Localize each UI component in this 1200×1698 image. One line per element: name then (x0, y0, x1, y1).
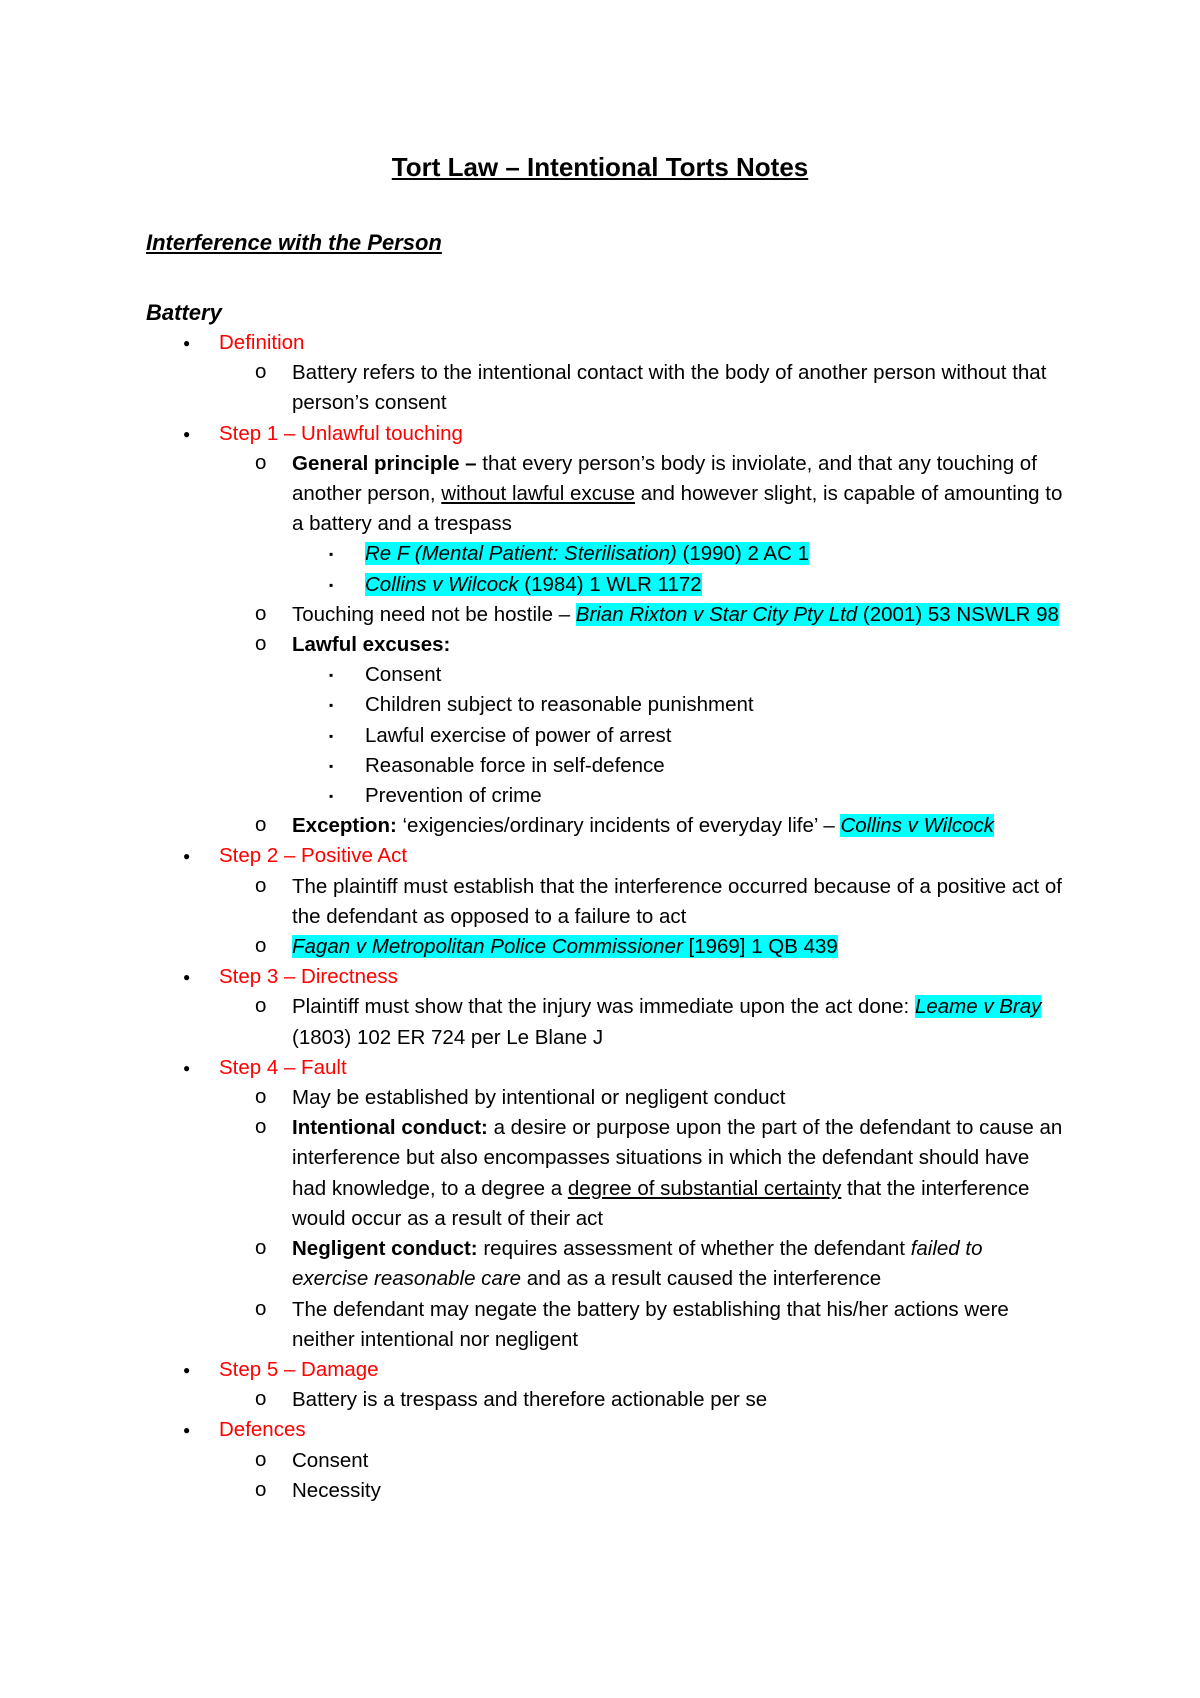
square-bullet-icon: ▪ (329, 758, 334, 773)
case-citation (365, 570, 1065, 600)
list-item (0, 570, 1200, 600)
square-bullet-icon: ▪ (329, 547, 334, 562)
list-item-defences (0, 1415, 1200, 1445)
list-item (0, 358, 1200, 418)
step3-body: Plaintiff must show that the injury was immediate upon the act done: (292, 995, 915, 1019)
list-item (0, 1083, 1200, 1113)
defence-item: Consent (292, 1448, 369, 1472)
case-name: Brian Rixton v Star City Pty Ltd (575, 602, 858, 626)
step4-item1: May be established by intentional or negligent conduct (292, 1086, 786, 1110)
bold-label: Exception: (292, 814, 397, 838)
list-item-step2 (0, 841, 1200, 871)
excuse-item: Children subject to reasonable punishment (365, 693, 754, 717)
battery-outline (0, 328, 1200, 1506)
circle-bullet-icon: o (255, 1115, 267, 1139)
case-citation (365, 539, 1065, 569)
case-name: Collins v Wilcock (840, 814, 995, 838)
list-item (0, 1476, 1200, 1506)
bullet-icon: ● (183, 1060, 191, 1075)
bullet-icon: ● (183, 1423, 191, 1438)
bullet-icon: ● (183, 1362, 191, 1377)
list-item-step3 (0, 962, 1200, 992)
bullet-icon: ● (183, 426, 191, 441)
list-item (0, 539, 1200, 569)
negligent-text-end: and as a result caused the interference (521, 1267, 882, 1291)
defences-heading: Defences (219, 1418, 306, 1442)
list-item-step1 (0, 419, 1200, 449)
list-item (0, 1446, 1200, 1476)
case-cite: (2001) 53 NSWLR 98 (857, 602, 1059, 626)
list-item (0, 872, 1200, 932)
square-bullet-icon: ▪ (329, 789, 334, 804)
excuse-item: Lawful exercise of power of arrest (365, 723, 672, 747)
circle-bullet-icon: o (255, 1387, 267, 1411)
case-highlight (365, 573, 702, 596)
list-item (0, 660, 1200, 690)
circle-bullet-icon: o (255, 1477, 267, 1501)
step3-heading: Step 3 – Directness (219, 965, 398, 989)
step4-heading: Step 4 – Fault (219, 1055, 347, 1079)
intentional-conduct (292, 1113, 1064, 1234)
case-highlight (915, 995, 1041, 1018)
case-highlight (365, 542, 809, 565)
list-item (0, 690, 1200, 720)
bold-label: Negligent conduct: (292, 1237, 478, 1261)
case-highlight (576, 603, 1059, 626)
step5-heading: Step 5 – Damage (219, 1357, 379, 1381)
definition-heading: Definition (219, 331, 305, 354)
circle-bullet-icon: o (255, 1085, 267, 1109)
circle-bullet-icon: o (255, 934, 267, 958)
exception-point (292, 811, 1064, 841)
excuse-item: Reasonable force in self-defence (365, 753, 665, 777)
bullet-icon: ● (183, 336, 191, 350)
step3-text (292, 992, 1064, 1052)
underlined-phrase: without lawful excuse (441, 482, 636, 506)
defence-item: Necessity (292, 1478, 381, 1502)
list-item (0, 721, 1200, 751)
bullet-icon: ● (183, 970, 191, 985)
circle-bullet-icon: o (255, 1296, 267, 1320)
hostile-point (292, 600, 1064, 630)
list-item-step4 (0, 1053, 1200, 1083)
bold-label: Intentional conduct: (292, 1116, 488, 1140)
underlined-phrase: degree of substantial certainty (567, 1176, 842, 1200)
circle-bullet-icon: o (255, 1236, 267, 1260)
list-item-definition (0, 328, 1200, 358)
square-bullet-icon: ▪ (329, 728, 334, 743)
circle-bullet-icon: o (255, 813, 267, 837)
lawful-excuses-label (292, 630, 1064, 660)
list-item (0, 600, 1200, 630)
list-item (0, 1113, 1200, 1234)
list-item-step5 (0, 1355, 1200, 1385)
hostile-text: Touching need not be hostile – (292, 602, 576, 626)
intentional-text-end: that the interference would occur as a result of their act (292, 1176, 1030, 1230)
document-title (0, 150, 1200, 184)
case-cite: (1803) 102 ER 724 per Le Blane J (292, 1025, 604, 1049)
general-principle (292, 449, 1064, 540)
square-bullet-icon: ▪ (329, 698, 334, 713)
step1-heading: Step 1 – Unlawful touching (219, 421, 463, 445)
circle-bullet-icon: o (255, 1447, 267, 1471)
case-name: Re F (Mental Patient: Sterilisation) (365, 542, 677, 566)
step2-text: The plaintiff must establish that the interference occurred because of a positive act of the defendant as opposed to a failure to act (292, 874, 1062, 928)
circle-bullet-icon: o (255, 450, 267, 474)
title-text: Tort Law – Intentional Torts Notes (391, 152, 809, 182)
list-item (0, 751, 1200, 781)
case-highlight (292, 935, 838, 958)
case-name: Collins v Wilcock (365, 572, 519, 596)
square-bullet-icon: ▪ (329, 668, 334, 683)
case-name: Fagan v Metropolitan Police Commissioner (292, 935, 683, 959)
circle-bullet-icon: o (255, 873, 267, 897)
subsection-heading: Battery (146, 300, 222, 325)
case-citation (292, 932, 1064, 962)
general-principle-label: General principle – (292, 451, 477, 475)
circle-bullet-icon: o (255, 601, 267, 625)
case-cite: [1969] 1 QB 439 (682, 935, 838, 959)
italic-phrase: failed to exercise reasonable care (292, 1237, 983, 1291)
circle-bullet-icon: o (255, 360, 267, 384)
list-item (0, 811, 1200, 841)
list-item (0, 932, 1200, 962)
exception-text: ‘exigencies/ordinary incidents of everyday life’ – (396, 814, 841, 838)
intentional-text: a desire or purpose upon the part of the defendant to cause an interference but also encompasses situations in which the defendant should have had knowledge, to a degree a (292, 1116, 1063, 1200)
circle-bullet-icon: o (255, 632, 267, 656)
list-item (0, 449, 1200, 540)
step2-heading: Step 2 – Positive Act (219, 844, 408, 868)
square-bullet-icon: ▪ (329, 577, 334, 592)
bullet-icon: ● (183, 849, 191, 864)
case-highlight (840, 814, 994, 837)
list-item (0, 992, 1200, 1052)
bold-label: Lawful excuses: (292, 633, 451, 657)
case-cite: (1990) 2 AC 1 (676, 542, 810, 566)
list-item (0, 1295, 1200, 1355)
step4-item4: The defendant may negate the battery by establishing that his/her actions were neither intentional nor negligent (292, 1297, 1009, 1351)
section-heading: Interference with the Person (146, 230, 442, 255)
case-cite: (1984) 1 WLR 1172 (518, 572, 702, 596)
list-item (0, 1234, 1200, 1294)
step5-text: Battery is a trespass and therefore actionable per se (292, 1388, 768, 1412)
excuse-item: Consent (365, 663, 442, 687)
definition-text: Battery refers to the intentional contact with the body of another person without that person’s consent (292, 361, 1047, 415)
excuse-item: Prevention of crime (365, 784, 542, 808)
circle-bullet-icon: o (255, 994, 267, 1018)
general-principle-text-end: and however slight, is capable of amounting to a battery and a trespass (292, 482, 1063, 536)
negligent-text: requires assessment of whether the defendant (477, 1237, 911, 1261)
negligent-conduct (292, 1234, 1064, 1294)
list-item (0, 630, 1200, 660)
case-name: Leame v Bray (914, 995, 1042, 1019)
list-item (0, 1385, 1200, 1415)
list-item (0, 781, 1200, 811)
general-principle-text: that every person’s body is inviolate, and that any touching of another person, (292, 451, 1037, 506)
